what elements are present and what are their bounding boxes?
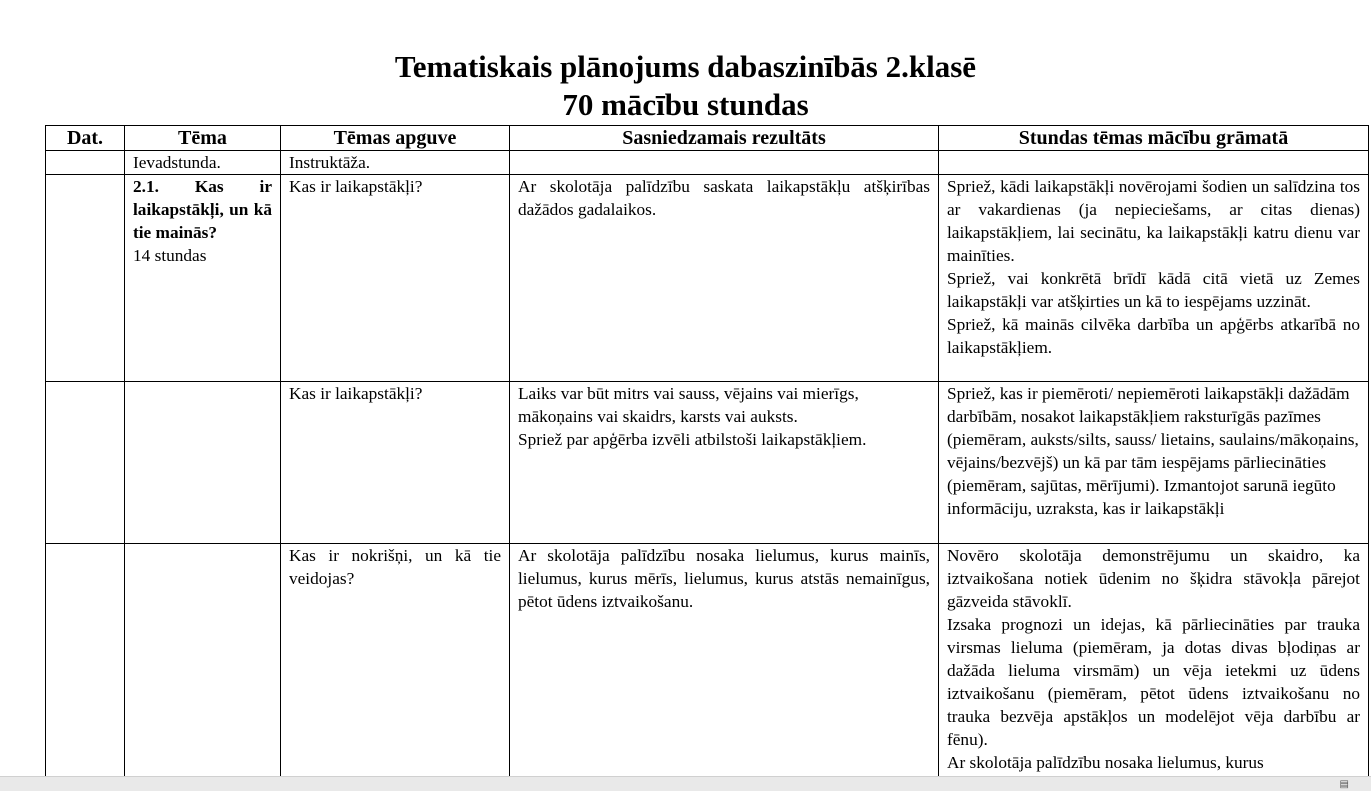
textbook-text: Spriež, kas ir piemēroti/ nepiemēroti laikapstākļi dažādām darbībām, nosakot laikapstākļiem raksturīgās pazīmes (piemēram, auksts/silts, sauss/ lietains, saulains/mākoņains, vējains/bezvējš) un kā par tām iespējams pārliecināties (piemēram, sajūtas, mērījumi). Izmantojot sarunā iegūto informāciju, uzraksta, kas ir laikapstākļi <box>947 384 1359 518</box>
textbook-text: Novēro skolotāja demonstrējumu un skaidro, ka iztvaikošana notiek ūdenim no šķidra stāvokļa pārejot gāzveida stāvoklī. <box>947 546 1360 611</box>
title-line-1: Tematiskais plānojums dabaszinībās 2.klasē <box>394 49 977 84</box>
result-text: Ar skolotāja palīdzību saskata laikapstākļu atšķirības dažādos gadalaikos. <box>518 177 930 219</box>
result-text: Spriež par apģērba izvēli atbilstoši laikapstākļiem. <box>518 430 867 449</box>
date-cell <box>46 382 125 544</box>
result-text: Laiks var būt mitrs vai sauss, vējains vai mierīgs, mākoņains vai skaidrs, karsts vai auksts. <box>518 384 859 426</box>
topic-cell <box>125 544 281 784</box>
date-cell <box>46 544 125 784</box>
column-header-topic-study: Tēmas apguve <box>281 126 510 151</box>
date-cell <box>46 151 125 175</box>
topic-hours: 14 stundas <box>133 246 207 265</box>
result-cell <box>510 151 939 175</box>
document-title <box>0 48 1371 124</box>
result-cell <box>510 175 939 382</box>
result-cell <box>510 544 939 784</box>
column-header-topic: Tēma <box>125 126 281 151</box>
textbook-text: Spriež, kādi laikapstākļi novērojami šodien un salīdzina tos ar vakardienas (ja nepieciešams, ar citas dienas) laikapstākļiem, lai secinātu, ka laikapstākļi katru dienu var mainīties. <box>947 177 1360 265</box>
title-line-2: 70 mācību stundas <box>562 87 809 122</box>
topic-cell <box>125 382 281 544</box>
table-row <box>46 151 1369 175</box>
textbook-cell <box>939 382 1369 544</box>
topic-study-cell: Kas ir laikapstākļi? <box>281 175 510 382</box>
textbook-cell <box>939 544 1369 784</box>
column-header-date: Dat. <box>46 126 125 151</box>
textbook-text: Spriež, kā mainās cilvēka darbība un apģērbs atkarībā no laikapstākļiem. <box>947 315 1360 357</box>
result-text: Ar skolotāja palīdzību nosaka lielumus, kurus mainīs, lielumus, kurus mērīs, lielumus, kurus atstās nemainīgus, pētot ūdens iztvaikošanu. <box>518 546 930 611</box>
result-cell <box>510 382 939 544</box>
textbook-cell <box>939 175 1369 382</box>
table-header-row <box>46 126 1369 151</box>
textbook-cell <box>939 151 1369 175</box>
table-row <box>46 175 1369 382</box>
topic-title: Ievadstunda. <box>133 153 221 172</box>
textbook-text: Spriež, vai konkrētā brīdī kādā citā vietā uz Zemes laikapstākļi var atšķirties un kā to iespējams uzzināt. <box>947 269 1360 311</box>
topic-study-cell: Instruktāža. <box>281 151 510 175</box>
bottom-status-bar <box>0 776 1371 791</box>
table-row <box>46 382 1369 544</box>
topic-cell <box>125 151 281 175</box>
page-view-icon[interactable]: ▤ <box>1339 779 1349 790</box>
column-header-expected-result: Sasniedzamais rezultāts <box>510 126 939 151</box>
date-cell <box>46 175 125 382</box>
topic-title: 2.1. Kas ir laikapstākļi, un kā tie mainās? <box>133 177 272 242</box>
table-row <box>46 544 1369 784</box>
column-header-textbook-lessons: Stundas tēmas mācību grāmatā <box>939 126 1369 151</box>
textbook-text: Ar skolotāja palīdzību nosaka lielumus, kurus <box>947 753 1264 772</box>
topic-cell <box>125 175 281 382</box>
topic-study-cell: Kas ir nokrišņi, un kā tie veidojas? <box>281 544 510 784</box>
textbook-text: Izsaka prognozi un idejas, kā pārliecināties par trauka virsmas lieluma (piemēram, ja dotas divas bļodiņas ar dažāda lieluma virsmām) un vēja ietekmi uz ūdens iztvaikošanu (piemēram, pētot ūdens iztvaikošanu no trauka bezvēja apstākļos un modelējot vēja darbību ar fēnu). <box>947 615 1360 749</box>
plan-table <box>45 125 1369 784</box>
topic-study-cell: Kas ir laikapstākļi? <box>281 382 510 544</box>
